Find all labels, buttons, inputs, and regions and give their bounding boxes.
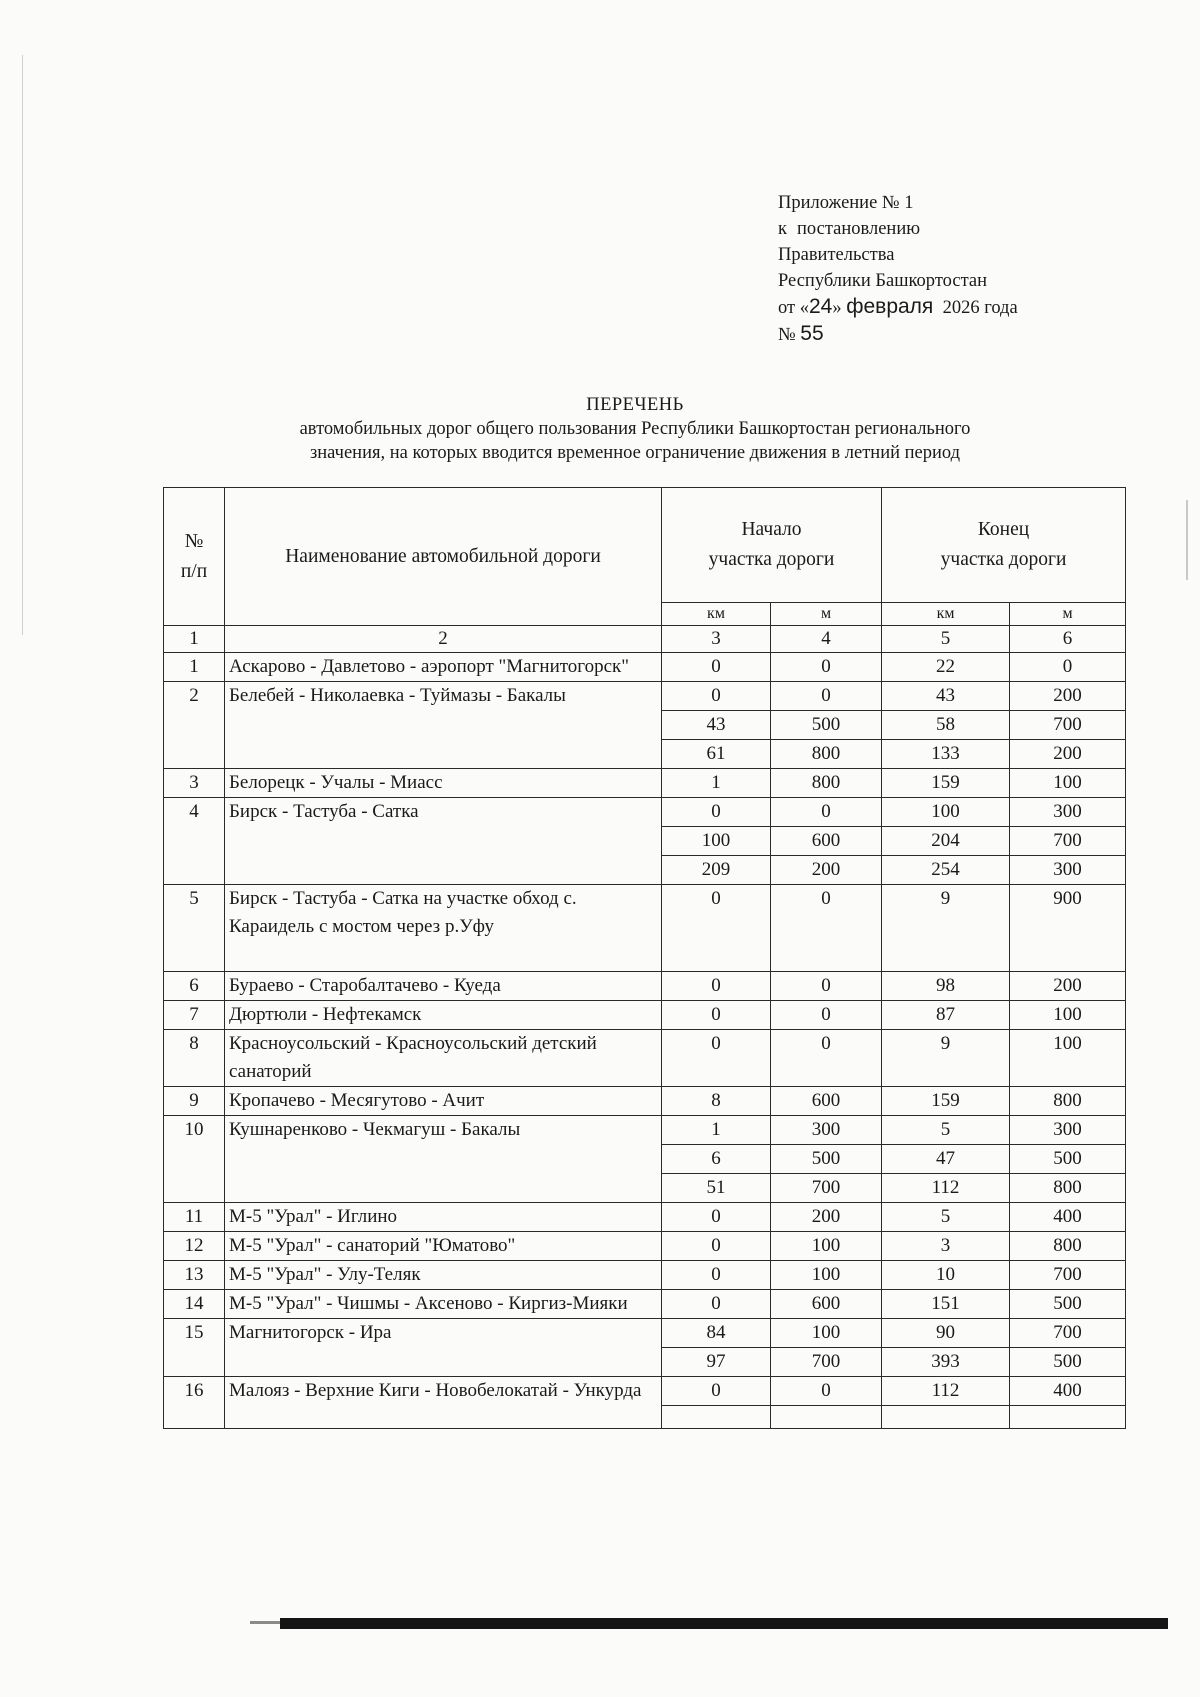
title-heading: ПЕРЕЧЕНЬ bbox=[586, 395, 684, 415]
start-m: 800 bbox=[771, 740, 882, 769]
annex-block bbox=[778, 190, 1018, 348]
table-row bbox=[164, 653, 1126, 682]
start-m: 800 bbox=[771, 769, 882, 798]
road-name: Бирск - Тастуба - Сатка bbox=[225, 798, 662, 885]
column-number-4: 4 bbox=[771, 626, 882, 653]
scan-margin-mark bbox=[1186, 500, 1188, 580]
table-row bbox=[164, 1232, 1126, 1261]
road-name: Магнитогорск - Ира bbox=[225, 1319, 662, 1377]
road-number: 8 bbox=[164, 1030, 225, 1087]
road-number: 9 bbox=[164, 1087, 225, 1116]
start-m: 100 bbox=[771, 1261, 882, 1290]
annex-line-to: к постановлению bbox=[778, 219, 921, 239]
road-number: 1 bbox=[164, 653, 225, 682]
start-km: 6 bbox=[662, 1145, 771, 1174]
end-m: 100 bbox=[1010, 769, 1126, 798]
annex-title: Приложение № 1 bbox=[778, 193, 914, 213]
end-m: 700 bbox=[1010, 1319, 1126, 1348]
start-m: 600 bbox=[771, 1290, 882, 1319]
road-name: Бирск - Тастуба - Сатка на участке обход с. Караидель с мостом через р.Уфу bbox=[225, 885, 662, 972]
end-km: 5 bbox=[882, 1203, 1010, 1232]
end-km: 22 bbox=[882, 653, 1010, 682]
end-m: 100 bbox=[1010, 1030, 1126, 1087]
start-km: 0 bbox=[662, 972, 771, 1001]
start-m: 700 bbox=[771, 1174, 882, 1203]
end-m: 700 bbox=[1010, 711, 1126, 740]
end-m: 900 bbox=[1010, 885, 1126, 972]
start-km: 97 bbox=[662, 1348, 771, 1377]
road-number: 5 bbox=[164, 885, 225, 972]
end-km: 58 bbox=[882, 711, 1010, 740]
road-name: Красноусольский - Красноусольский детский санаторий bbox=[225, 1030, 662, 1087]
start-km: 8 bbox=[662, 1087, 771, 1116]
table-row bbox=[164, 1001, 1126, 1030]
start-m: 200 bbox=[771, 856, 882, 885]
table-row bbox=[164, 1319, 1126, 1348]
annex-number: № 55 bbox=[778, 322, 824, 345]
end-km: 3 bbox=[882, 1232, 1010, 1261]
title-line-1: автомобильных дорог общего пользования Республики Башкортостан регионального bbox=[299, 419, 971, 439]
header-section-start: Начало участка дороги bbox=[662, 488, 882, 603]
end-m: 800 bbox=[1010, 1087, 1126, 1116]
end-m: 100 bbox=[1010, 1001, 1126, 1030]
end-m: 200 bbox=[1010, 740, 1126, 769]
table-row bbox=[164, 769, 1126, 798]
end-m: 800 bbox=[1010, 1232, 1126, 1261]
end-m: 700 bbox=[1010, 1261, 1126, 1290]
start-km: 0 bbox=[662, 1261, 771, 1290]
road-name: М-5 "Урал" - Улу-Теляк bbox=[225, 1261, 662, 1290]
table-row bbox=[164, 682, 1126, 711]
column-number-1: 1 bbox=[164, 626, 225, 653]
road-number: 11 bbox=[164, 1203, 225, 1232]
road-name: Малояз - Верхние Киги - Новобелокатай - Ункурда bbox=[225, 1377, 662, 1429]
end-m: 400 bbox=[1010, 1377, 1126, 1406]
table-row bbox=[164, 972, 1126, 1001]
start-km: 0 bbox=[662, 1232, 771, 1261]
road-name: М-5 "Урал" - Иглино bbox=[225, 1203, 662, 1232]
start-km: 0 bbox=[662, 798, 771, 827]
header-section-end: Конец участка дороги bbox=[882, 488, 1126, 603]
column-number-5: 5 bbox=[882, 626, 1010, 653]
start-m: 500 bbox=[771, 1145, 882, 1174]
end-km: 9 bbox=[882, 1030, 1010, 1087]
road-name: Кушнаренково - Чекмагуш - Бакалы bbox=[225, 1116, 662, 1203]
end-km: 100 bbox=[882, 798, 1010, 827]
road-number: 13 bbox=[164, 1261, 225, 1290]
end-m: 700 bbox=[1010, 827, 1126, 856]
end-km: 112 bbox=[882, 1174, 1010, 1203]
road-number: 10 bbox=[164, 1116, 225, 1203]
end-km: 254 bbox=[882, 856, 1010, 885]
road-number: 12 bbox=[164, 1232, 225, 1261]
header-number: № п/п bbox=[164, 488, 225, 626]
start-km: 0 bbox=[662, 1030, 771, 1087]
roads-table bbox=[163, 487, 1126, 1429]
end-km: 5 bbox=[882, 1116, 1010, 1145]
road-name: М-5 "Урал" - санаторий "Юматово" bbox=[225, 1232, 662, 1261]
road-number: 6 bbox=[164, 972, 225, 1001]
start-km: 0 bbox=[662, 1290, 771, 1319]
blank-cell bbox=[882, 1406, 1010, 1429]
start-km: 1 bbox=[662, 769, 771, 798]
start-m: 600 bbox=[771, 1087, 882, 1116]
header-end-km: км bbox=[882, 603, 1010, 626]
roads-table-body bbox=[164, 653, 1126, 1429]
start-m: 0 bbox=[771, 1001, 882, 1030]
annex-date: от «24» февраля 2026 года bbox=[778, 295, 1018, 318]
end-km: 393 bbox=[882, 1348, 1010, 1377]
start-m: 0 bbox=[771, 653, 882, 682]
start-m: 0 bbox=[771, 885, 882, 972]
column-number-3: 3 bbox=[662, 626, 771, 653]
end-m: 400 bbox=[1010, 1203, 1126, 1232]
road-name: Бураево - Старобалтачево - Куеда bbox=[225, 972, 662, 1001]
end-km: 159 bbox=[882, 769, 1010, 798]
end-km: 112 bbox=[882, 1377, 1010, 1406]
start-m: 0 bbox=[771, 682, 882, 711]
road-name: Дюртюли - Нефтекамск bbox=[225, 1001, 662, 1030]
end-m: 500 bbox=[1010, 1290, 1126, 1319]
start-km: 209 bbox=[662, 856, 771, 885]
start-m: 700 bbox=[771, 1348, 882, 1377]
start-km: 0 bbox=[662, 1203, 771, 1232]
start-m: 0 bbox=[771, 1377, 882, 1406]
start-km: 0 bbox=[662, 1377, 771, 1406]
road-number: 14 bbox=[164, 1290, 225, 1319]
end-km: 98 bbox=[882, 972, 1010, 1001]
start-m: 500 bbox=[771, 711, 882, 740]
end-km: 204 bbox=[882, 827, 1010, 856]
start-km: 0 bbox=[662, 1001, 771, 1030]
start-m: 200 bbox=[771, 1203, 882, 1232]
header-start-m: м bbox=[771, 603, 882, 626]
table-row bbox=[164, 885, 1126, 972]
annex-line-republic: Республики Башкортостан bbox=[778, 271, 988, 291]
end-km: 159 bbox=[882, 1087, 1010, 1116]
document-title bbox=[150, 393, 1120, 465]
start-m: 0 bbox=[771, 798, 882, 827]
start-m: 0 bbox=[771, 972, 882, 1001]
blank-cell bbox=[1010, 1406, 1126, 1429]
start-m: 600 bbox=[771, 827, 882, 856]
title-line-2: значения, на которых вводится временное ограничение движения в летний период bbox=[309, 443, 961, 463]
table-row bbox=[164, 1116, 1126, 1145]
end-m: 300 bbox=[1010, 856, 1126, 885]
end-km: 10 bbox=[882, 1261, 1010, 1290]
start-km: 1 bbox=[662, 1116, 771, 1145]
end-m: 0 bbox=[1010, 653, 1126, 682]
start-m: 0 bbox=[771, 1030, 882, 1087]
road-name: М-5 "Урал" - Чишмы - Аксеново - Киргиз-Мияки bbox=[225, 1290, 662, 1319]
road-number: 2 bbox=[164, 682, 225, 769]
start-m: 100 bbox=[771, 1319, 882, 1348]
column-number-2: 2 bbox=[225, 626, 662, 653]
annex-date-day: 24 bbox=[808, 295, 833, 318]
end-km: 43 bbox=[882, 682, 1010, 711]
table-row bbox=[164, 1087, 1126, 1116]
end-m: 200 bbox=[1010, 682, 1126, 711]
blank-cell bbox=[771, 1406, 882, 1429]
start-km: 0 bbox=[662, 885, 771, 972]
start-km: 100 bbox=[662, 827, 771, 856]
table-row bbox=[164, 1203, 1126, 1232]
scan-bottom-bar bbox=[280, 1618, 1168, 1629]
end-km: 9 bbox=[882, 885, 1010, 972]
road-number: 15 bbox=[164, 1319, 225, 1377]
road-name: Аскарово - Давлетово - аэропорт "Магнитогорск" bbox=[225, 653, 662, 682]
road-number: 4 bbox=[164, 798, 225, 885]
table-row bbox=[164, 1377, 1126, 1406]
end-m: 300 bbox=[1010, 798, 1126, 827]
start-km: 84 bbox=[662, 1319, 771, 1348]
table-row bbox=[164, 1290, 1126, 1319]
annex-date-year: 2026 года bbox=[942, 298, 1018, 318]
annex-number-value: 55 bbox=[800, 322, 824, 345]
header-road-name: Наименование автомобильной дороги bbox=[225, 488, 662, 626]
end-km: 90 bbox=[882, 1319, 1010, 1348]
road-number: 3 bbox=[164, 769, 225, 798]
start-m: 100 bbox=[771, 1232, 882, 1261]
table-row bbox=[164, 1030, 1126, 1087]
road-name: Кропачево - Месягутово - Ачит bbox=[225, 1087, 662, 1116]
table-row bbox=[164, 798, 1126, 827]
start-km: 0 bbox=[662, 653, 771, 682]
end-km: 47 bbox=[882, 1145, 1010, 1174]
start-km: 61 bbox=[662, 740, 771, 769]
road-name: Белебей - Николаевка - Туймазы - Бакалы bbox=[225, 682, 662, 769]
end-km: 133 bbox=[882, 740, 1010, 769]
start-m: 300 bbox=[771, 1116, 882, 1145]
end-m: 200 bbox=[1010, 972, 1126, 1001]
road-name: Белорецк - Учалы - Миасс bbox=[225, 769, 662, 798]
annex-line-government: Правительства bbox=[778, 245, 895, 265]
start-km: 43 bbox=[662, 711, 771, 740]
start-km: 51 bbox=[662, 1174, 771, 1203]
table-row bbox=[164, 1261, 1126, 1290]
end-m: 500 bbox=[1010, 1145, 1126, 1174]
scan-margin-line bbox=[22, 55, 23, 635]
header-end-m: м bbox=[1010, 603, 1126, 626]
end-km: 151 bbox=[882, 1290, 1010, 1319]
start-km: 0 bbox=[662, 682, 771, 711]
header-start-km: км bbox=[662, 603, 771, 626]
road-number: 16 bbox=[164, 1377, 225, 1429]
end-km: 87 bbox=[882, 1001, 1010, 1030]
end-m: 300 bbox=[1010, 1116, 1126, 1145]
end-m: 800 bbox=[1010, 1174, 1126, 1203]
road-number: 7 bbox=[164, 1001, 225, 1030]
end-m: 500 bbox=[1010, 1348, 1126, 1377]
blank-cell bbox=[662, 1406, 771, 1429]
annex-date-month: февраля bbox=[846, 295, 934, 318]
column-number-6: 6 bbox=[1010, 626, 1126, 653]
